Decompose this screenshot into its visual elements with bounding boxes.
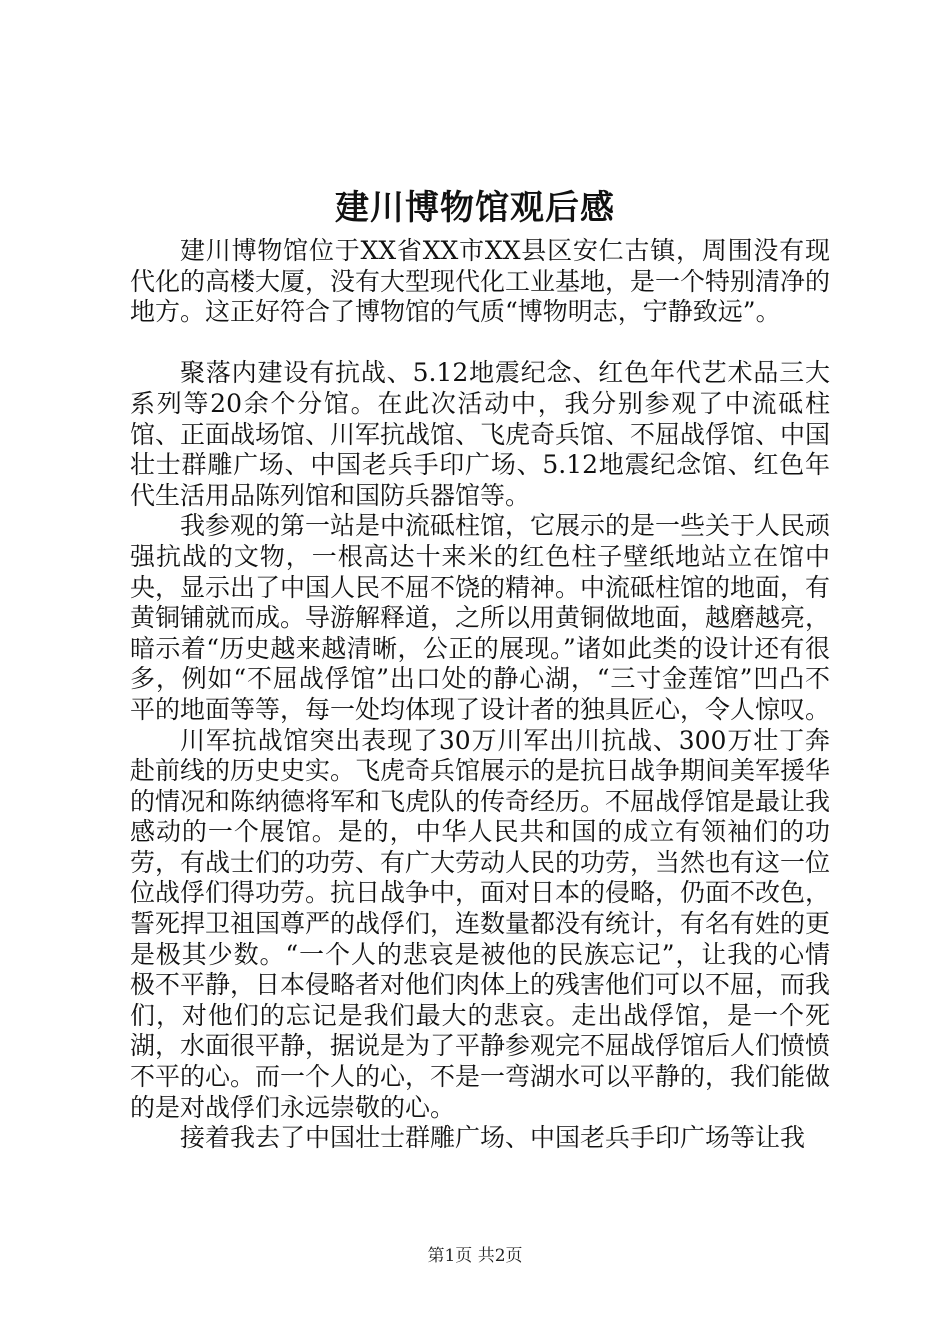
document-body — [130, 236, 830, 1154]
paragraph-spacer — [130, 328, 830, 359]
paragraph-zhongliu-dizhu: 我参观的第一站是中流砥柱馆，它展示的是一些关于人民顽强抗战的文物，一根高达十来米的红色柱子壁纸地站立在馆中央，显示出了中国人民不屈不饶的精神。中流砥柱馆的地面，有黄铜铺就而成。导游解释道，之所以用黄铜做地面，越磨越亮，暗示着“历史越来越清晰，公正的展现。”诸如此类的设计还有很多，例如“不屈战俘馆”出口处的静心湖，“三寸金莲馆”凹凸不平的地面等等，每一处均体现了设计者的独具匠心，令人惊叹。 — [130, 511, 831, 724]
paragraph-continuation: 接着我去了中国壮士群雕广场、中国老兵手印广场等让我 — [180, 1123, 806, 1153]
document-title: 建川博物馆观后感 — [335, 188, 615, 228]
page-number-footer: 第1页 共2页 — [427, 1246, 523, 1266]
paragraph-chuanjun-zhanfu: 川军抗战馆突出表现了30万川军出川抗战、300万壮丁奔赴前线的历史史实。飞虎奇兵馆展示的是抗日战争期间美军援华的情况和陈纳德将军和飞虎队的传奇经历。不屈战俘馆是最让我感动的一个展馆。是的，中华人民共和国的成立有领袖们的功劳，有战士们的功劳、有广大劳动人民的功劳，当然也有这一位位战俘们得功劳。抗日战争中，面对日本的侵略，仍面不改色，誓死捍卫祖国尊严的战俘们，连数量都没有统计，有名有姓的更是极其少数。“一个人的悲哀是被他的民族忘记”，让我的心情极不平静，日本侵略者对他们肉体上的残害他们可以不屈，而我们，对他们的忘记是我们最大的悲哀。走出战俘馆，是一个死湖，水面很平静，据说是为了平静参观完不屈战俘馆后人们愤愤不平的心。而一个人的心，不是一弯湖水可以平静的，我们能做的是对战俘们永远崇敬的心。 — [130, 725, 831, 1122]
paragraph-overview: 聚落内建设有抗战、5.12地震纪念、红色年代艺术品三大系列等20余个分馆。在此次活动中，我分别参观了中流砥柱馆、正面战场馆、川军抗战馆、飞虎奇兵馆、不屈战俘馆、中国壮士群雕广场、中国老兵手印广场、5.12地震纪念馆、红色年代生活用品陈列馆和国防兵器馆等。 — [130, 358, 831, 510]
paragraph-intro: 建川博物馆位于XX省XX市XX县区安仁古镇，周围没有现代化的高楼大厦，没有大型现代化工业基地，是一个特别清净的地方。这正好符合了博物馆的气质“博物明志，宁静致远”。 — [130, 236, 831, 327]
